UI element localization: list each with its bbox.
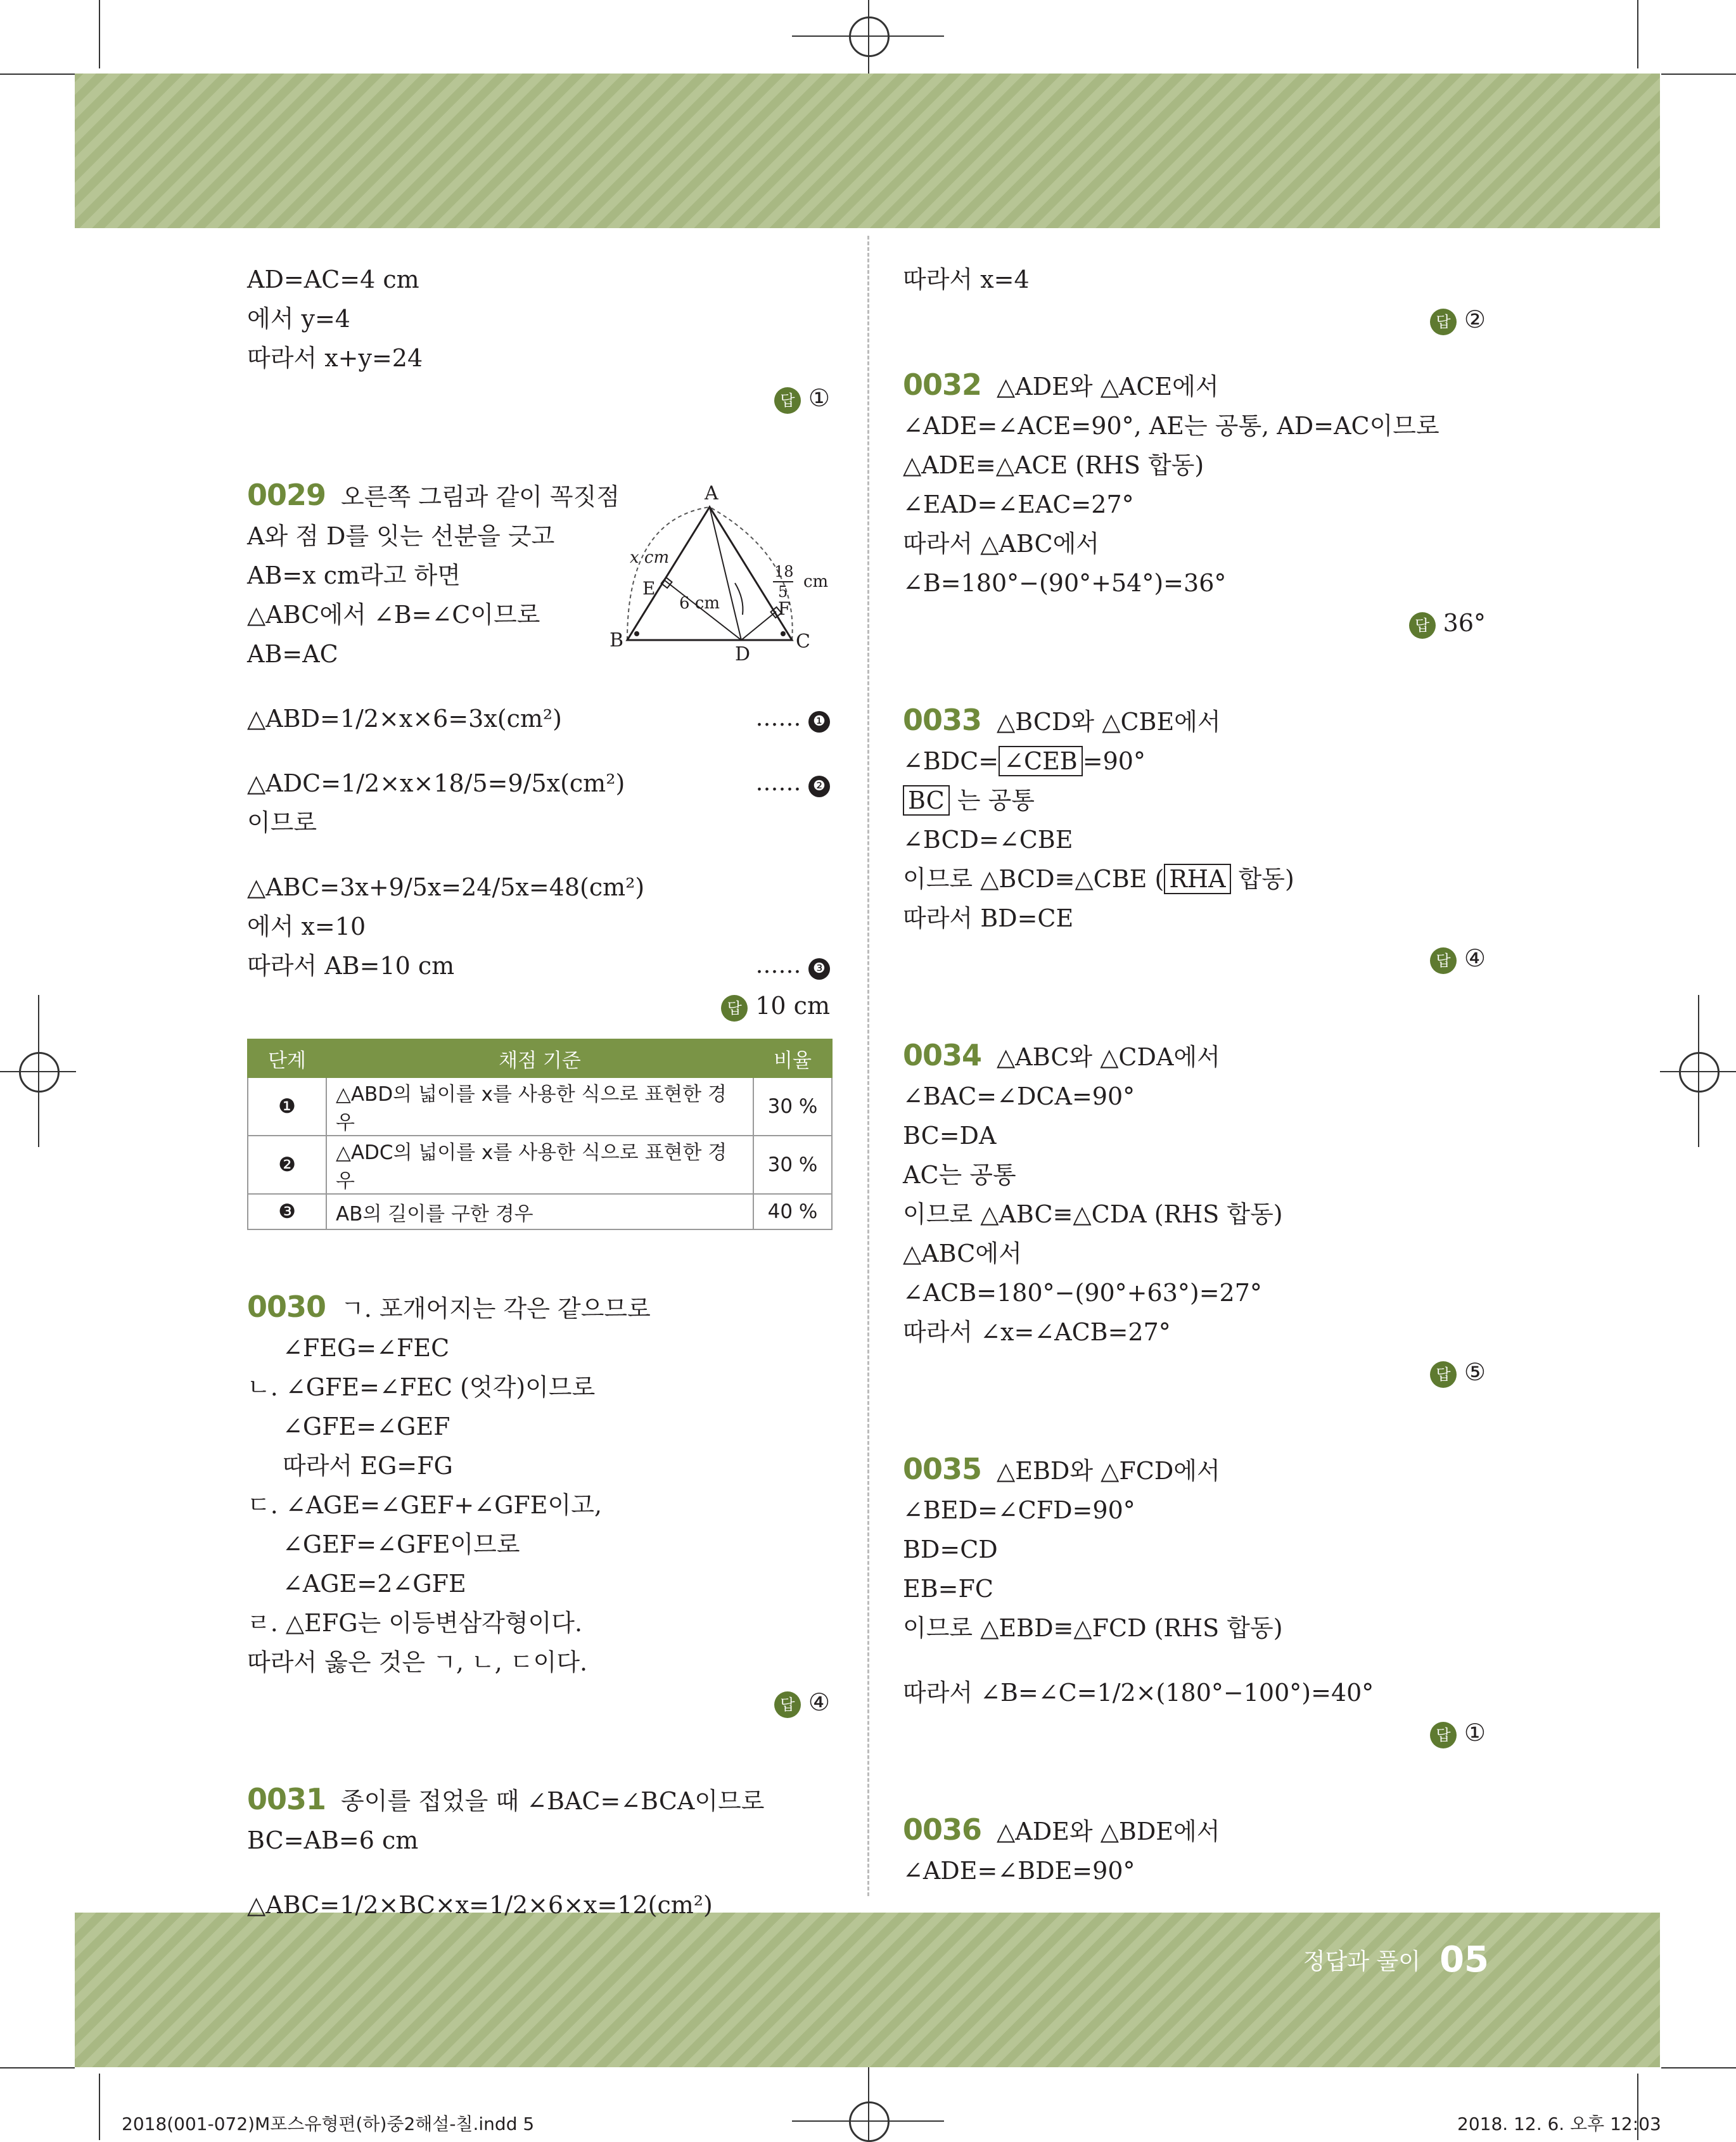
text: ㄱ. 포개어지는 각은 같으므로 — [341, 1295, 651, 1323]
problem-0036-line — [903, 1810, 1486, 1851]
problem-number: 0035 — [903, 1452, 982, 1486]
table-cell: △ABD의 넓이를 x를 사용한 식으로 표현한 경우 — [326, 1077, 753, 1136]
text: 는 공통 — [957, 786, 1035, 814]
step-tag: …… ❶ — [756, 699, 830, 738]
crop-mark — [1661, 2067, 1736, 2068]
text-line: ∠ADE=∠BDE=90° — [903, 1857, 1135, 1885]
problem-number: 0031 — [247, 1782, 326, 1816]
registration-mark — [849, 2101, 890, 2142]
text-line: 따라서 △ABC에서 — [903, 530, 1099, 558]
text-line — [903, 781, 1486, 820]
answer-value: ② — [1464, 305, 1486, 333]
text-line: BC=DA — [903, 1122, 997, 1150]
table-cell: ❸ — [248, 1194, 326, 1229]
text: ∠BDC= — [903, 747, 999, 775]
header-band — [75, 74, 1660, 228]
answer-line — [903, 1352, 1486, 1392]
footer-band — [75, 1913, 1660, 2067]
fill-in-box: BC — [903, 785, 950, 816]
text-line: BD=CD — [903, 1536, 998, 1563]
slug-file: 2018(001-072)M포스유형편(하)중2해설-칠.indd 5 — [122, 2113, 535, 2134]
text-line: 에서 y=4 — [247, 305, 350, 333]
text-line: 이므로 △EBD≡△FCD (RHS 합동) — [903, 1614, 1283, 1642]
answer-value: ⑤ — [1464, 1358, 1486, 1386]
text-line: ㄷ. ∠AGE=∠GEF+∠GFE이고, — [247, 1491, 603, 1519]
answer-badge: 답 — [721, 995, 748, 1022]
crop-mark — [99, 0, 100, 68]
figure-label: B — [610, 629, 624, 651]
fill-in-box: ∠CEB — [999, 746, 1083, 776]
table-header: 비율 — [753, 1039, 832, 1077]
text-line: AD=AC=4 cm — [247, 266, 419, 293]
table-cell: 30 % — [753, 1136, 832, 1194]
text-line: ∠B=180°−(90°+54°)=36° — [903, 569, 1227, 597]
text-line: ∠ACB=180°−(90°+63°)=27° — [903, 1279, 1262, 1307]
step-tag: …… ❷ — [756, 764, 830, 803]
problem-0031-line — [247, 1780, 830, 1821]
formula-line — [247, 946, 830, 985]
formula-line — [247, 764, 830, 803]
text: △ABD=1/2×x×6=3x(cm²) — [247, 705, 562, 733]
table-header: 채점 기준 — [326, 1039, 753, 1077]
problem-0032-line — [903, 365, 1486, 406]
crop-mark — [0, 2067, 75, 2068]
text-line: 따라서 옳은 것은 ㄱ, ㄴ, ㄷ이다. — [247, 1648, 588, 1676]
answer-line — [247, 985, 830, 1026]
right-column — [903, 260, 1486, 1890]
table-cell: 40 % — [753, 1194, 832, 1229]
crop-mark — [1637, 0, 1638, 68]
figure-label: 18 — [774, 563, 794, 580]
text-line: 이므로 △ABC≡△CDA (RHS 합동) — [903, 1200, 1283, 1228]
figure-label: 6 cm — [679, 594, 720, 613]
text-line: ∠BCD=∠CBE — [903, 826, 1073, 854]
answer-line — [903, 603, 1486, 643]
figure-label: C — [796, 631, 810, 653]
figure-label: E — [642, 578, 656, 599]
text-line: ∠AGE=2∠GFE — [283, 1570, 466, 1598]
formula-line: 따라서 ∠B=∠C=1/2×(180°−100°)=40° — [903, 1679, 1374, 1707]
answer-value: ④ — [1464, 944, 1486, 972]
figure-label: A — [705, 482, 718, 504]
text-line: EB=FC — [903, 1575, 993, 1603]
text-line: △ABC에서 ∠B=∠C이므로 — [247, 601, 540, 629]
table-cell: AB의 길이를 구한 경우 — [326, 1194, 753, 1229]
triangle-figure — [608, 482, 843, 665]
text-line — [903, 741, 1486, 781]
table-cell: 30 % — [753, 1077, 832, 1136]
answer-badge: 답 — [774, 387, 801, 414]
problem-number: 0032 — [903, 368, 982, 402]
text-line: 따라서 ∠x=∠ACB=27° — [903, 1318, 1171, 1346]
page-number: 05 — [1439, 1939, 1489, 1980]
step-mark: ❶ — [808, 711, 830, 733]
text: 합동) — [1230, 865, 1294, 893]
text: 이므로 △BCD≡△CBE ( — [903, 865, 1165, 893]
crop-mark — [1661, 74, 1736, 75]
text: △BCD와 △CBE에서 — [997, 708, 1221, 736]
text-line: △ABC에서 — [903, 1240, 1022, 1267]
text-line: △ADE≡△ACE (RHS 합동) — [903, 451, 1204, 479]
registration-line — [868, 2067, 869, 2140]
text-line: ㄴ. ∠GFE=∠FEC (엇각)이므로 — [247, 1373, 596, 1401]
text: 따라서 AB=10 cm — [247, 952, 455, 980]
text-line: ㄹ. △EFG는 이등변삼각형이다. — [247, 1609, 583, 1637]
step-tag: …… ❸ — [756, 946, 830, 985]
table-cell: △ADC의 넓이를 x를 사용한 식으로 표현한 경우 — [326, 1136, 753, 1194]
answer-badge: 답 — [1430, 1361, 1457, 1388]
text: △EBD와 △FCD에서 — [997, 1457, 1220, 1485]
problem-number: 0030 — [247, 1290, 326, 1324]
problem-number: 0036 — [903, 1812, 982, 1847]
formula-line — [247, 699, 830, 738]
crop-mark — [99, 2074, 100, 2140]
text-line: ∠BAC=∠DCA=90° — [903, 1082, 1135, 1110]
text: 종이를 접었을 때 ∠BAC=∠BCA이므로 — [341, 1787, 765, 1815]
text-line: ∠GFE=∠GEF — [283, 1413, 450, 1440]
registration-line — [1698, 995, 1699, 1147]
registration-line — [38, 995, 39, 1147]
figure-label: x cm — [630, 548, 670, 567]
formula-line: △ABC=1/2×BC×x=1/2×6×x=12(cm²) — [247, 1891, 713, 1919]
answer-line — [247, 1682, 830, 1722]
step-mark: ❷ — [808, 776, 830, 797]
text-line: AB=x cm라고 하면 — [247, 561, 461, 589]
answer-value: ① — [808, 384, 830, 412]
text-line: ∠FEG=∠FEC — [283, 1334, 450, 1362]
section-title: 정답과 풀이 — [1303, 1949, 1421, 1975]
table-row — [248, 1194, 832, 1229]
answer-line — [903, 938, 1486, 978]
text: △ADC=1/2×x×18/5=9/5x(cm²) — [247, 769, 625, 797]
answer-line — [903, 299, 1486, 340]
text-line: 따라서 EG=FG — [283, 1452, 453, 1480]
answer-badge: 답 — [774, 1691, 801, 1718]
problem-0030-line — [247, 1287, 830, 1328]
text-line: 따라서 x+y=24 — [247, 344, 423, 372]
text-line: 따라서 BD=CE — [903, 904, 1074, 932]
text-line: ∠ADE=∠ACE=90°, AE는 공통, AD=AC이므로 — [903, 412, 1439, 440]
step-mark: ❸ — [808, 958, 830, 980]
text-line: 에서 x=10 — [247, 913, 366, 940]
text-line: BC=AB=6 cm — [247, 1826, 419, 1854]
answer-badge: 답 — [1409, 612, 1436, 639]
text-line: 이므로 — [247, 809, 317, 837]
text-line: ∠EAD=∠EAC=27° — [903, 491, 1134, 518]
text-line: ∠GEF=∠GFE이므로 — [283, 1530, 520, 1558]
crop-mark — [0, 74, 75, 75]
text-line: 따라서 x=4 — [903, 266, 1030, 293]
text: △ADE와 △BDE에서 — [997, 1818, 1220, 1845]
answer-value: 36° — [1443, 609, 1486, 637]
text: △ADE와 △ACE에서 — [997, 373, 1219, 401]
answer-line — [903, 1712, 1486, 1753]
registration-line — [868, 0, 869, 74]
slug-date: 2018. 12. 6. 오후 12:03 — [1457, 2113, 1661, 2134]
text-line: AC는 공통 — [903, 1161, 1016, 1189]
figure-label: F — [778, 598, 791, 619]
figure-label: 5 — [778, 583, 788, 601]
text-line: A와 점 D를 잇는 선분을 긋고 — [247, 522, 555, 550]
problem-0034-line — [903, 1036, 1486, 1077]
answer-badge: 답 — [1430, 1722, 1457, 1748]
table-header: 단계 — [248, 1039, 326, 1077]
registration-mark — [849, 16, 890, 57]
registration-mark — [19, 1052, 60, 1093]
text-line: AB=AC — [247, 640, 338, 668]
registration-mark — [1679, 1052, 1720, 1093]
answer-badge: 답 — [1430, 309, 1457, 335]
answer-value: ④ — [808, 1688, 830, 1716]
answer-line — [247, 378, 830, 418]
figure-label: cm — [803, 572, 829, 591]
text: =90° — [1082, 747, 1146, 775]
text: 오른쪽 그림과 같이 꼭짓점 — [341, 483, 620, 511]
page-label — [1303, 1939, 1489, 1980]
text-line — [903, 859, 1486, 899]
problem-0033-line — [903, 700, 1486, 741]
problem-0035-line — [903, 1449, 1486, 1491]
formula-line: △ABC=3x+9/5x=24/5x=48(cm²) — [247, 873, 645, 901]
text-line: ∠BED=∠CFD=90° — [903, 1496, 1135, 1524]
table-row — [248, 1136, 832, 1194]
answer-value: ① — [1464, 1719, 1486, 1747]
grading-table — [247, 1039, 833, 1230]
column-divider — [867, 236, 869, 1896]
problem-number: 0033 — [903, 703, 982, 737]
table-row — [248, 1077, 832, 1136]
problem-number: 0034 — [903, 1038, 982, 1072]
table-cell: ❷ — [248, 1136, 326, 1194]
figure-label: D — [735, 643, 751, 665]
fill-in-box: RHA — [1164, 864, 1230, 894]
problem-number: 0029 — [247, 478, 326, 512]
text: △ABC와 △CDA에서 — [997, 1043, 1220, 1071]
answer-value: 10 cm — [755, 992, 830, 1020]
answer-badge: 답 — [1430, 947, 1457, 974]
table-cell: ❶ — [248, 1077, 326, 1136]
